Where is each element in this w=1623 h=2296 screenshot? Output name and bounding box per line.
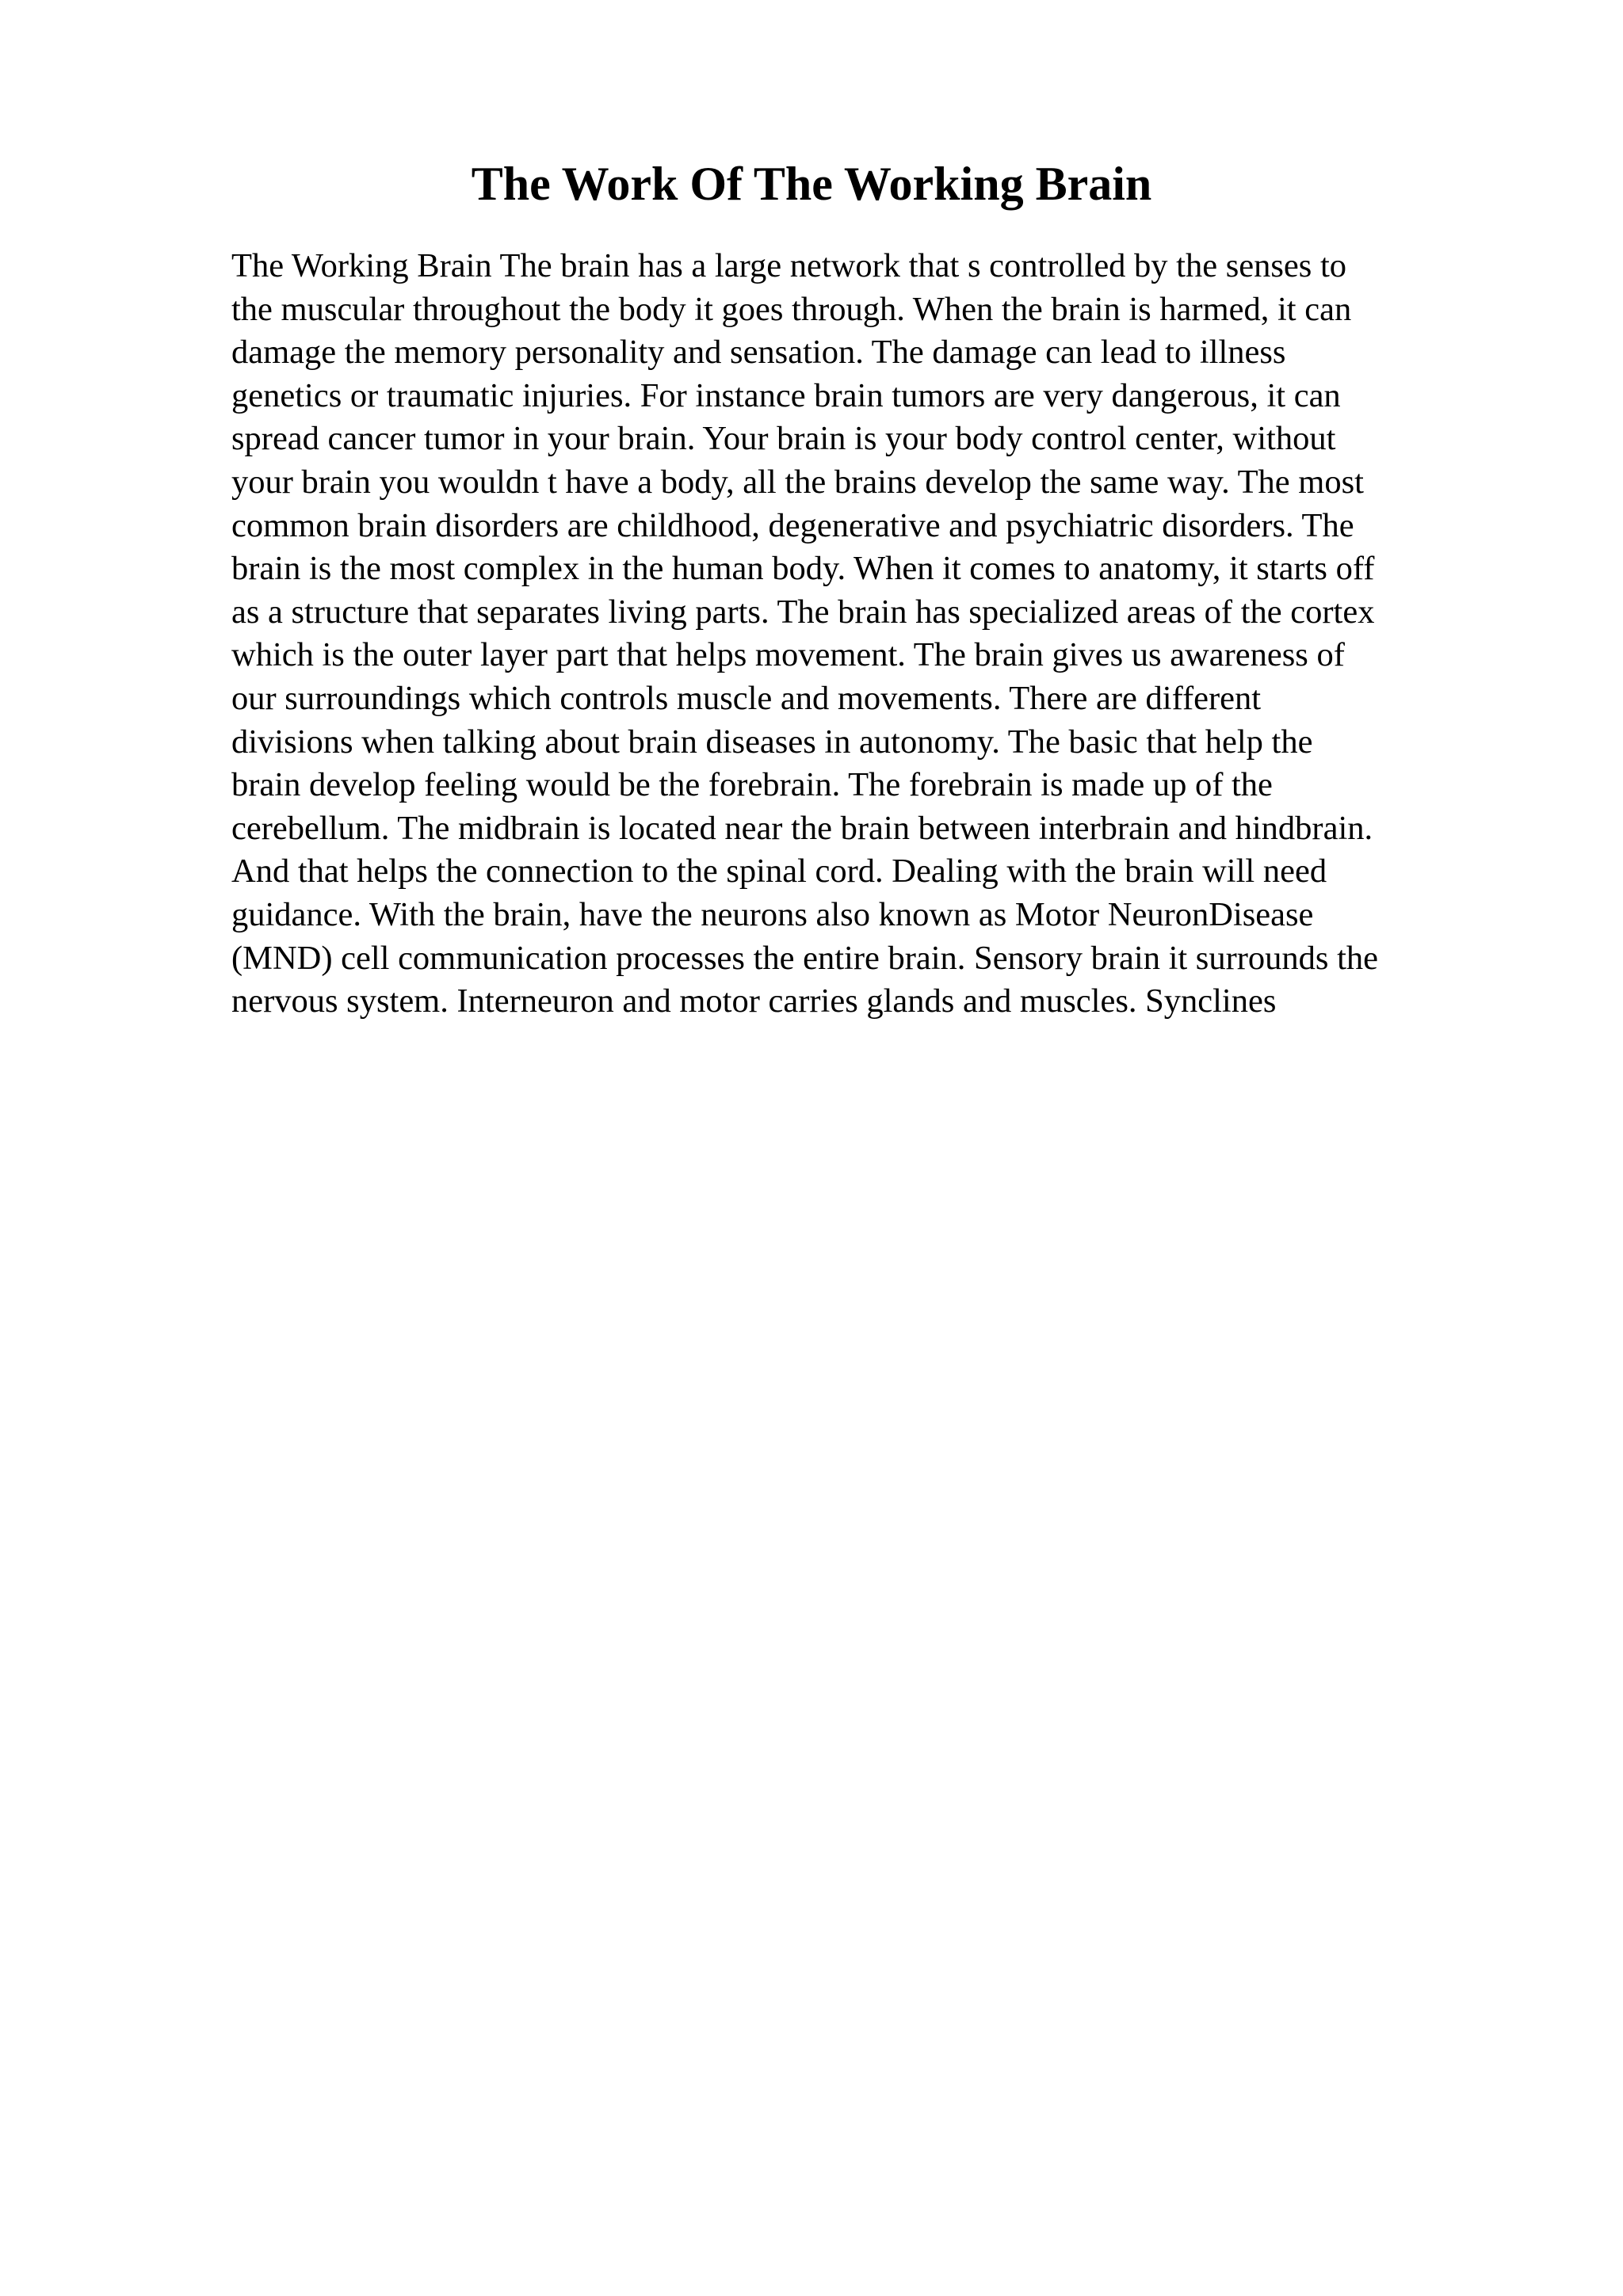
body-line: The Working Brain The brain has a large network that s controlled by the senses to	[231, 247, 1347, 284]
body-line: your brain you wouldn t have a body, all the brains develop the same way. The most	[231, 463, 1364, 501]
body-line: as a structure that separates living parts. The brain has specialized areas of the cortex	[231, 593, 1375, 631]
body-line: nervous system. Interneuron and motor carries glands and muscles. Synclines	[231, 982, 1277, 1020]
body-line: genetics or traumatic injuries. For instance brain tumors are very dangerous, it can	[231, 376, 1341, 414]
body-line: guidance. With the brain, have the neurons also known as Motor NeuronDisease	[231, 895, 1314, 933]
body-line: our surroundings which controls muscle and movements. There are different	[231, 679, 1262, 717]
body-line: the muscular throughout the body it goes through. When the brain is harmed, it can	[231, 290, 1352, 328]
document-title: The Work Of The Working Brain	[471, 158, 1152, 210]
body-line: brain develop feeling would be the forebrain. The forebrain is made up of the	[231, 766, 1273, 804]
body-line: divisions when talking about brain diseases in autonomy. The basic that help the	[231, 723, 1313, 761]
body-line: And that helps the connection to the spinal cord. Dealing with the brain will need	[231, 852, 1327, 891]
body-line: common brain disorders are childhood, degenerative and psychiatric disorders. The	[231, 506, 1354, 544]
body-line: (MND) cell communication processes the entire brain. Sensory brain it surrounds the	[231, 939, 1378, 977]
body-line: spread cancer tumor in your brain. Your brain is your body control center, without	[231, 420, 1336, 458]
body-line: damage the memory personality and sensation. The damage can lead to illness	[231, 334, 1286, 372]
body-line: which is the outer layer part that helps movement. The brain gives us awareness of	[231, 636, 1345, 674]
document-body	[231, 245, 1499, 1024]
body-line: brain is the most complex in the human body. When it comes to anatomy, it starts off	[231, 550, 1375, 588]
body-line: cerebellum. The midbrain is located near the brain between interbrain and hindbrain.	[231, 809, 1373, 847]
